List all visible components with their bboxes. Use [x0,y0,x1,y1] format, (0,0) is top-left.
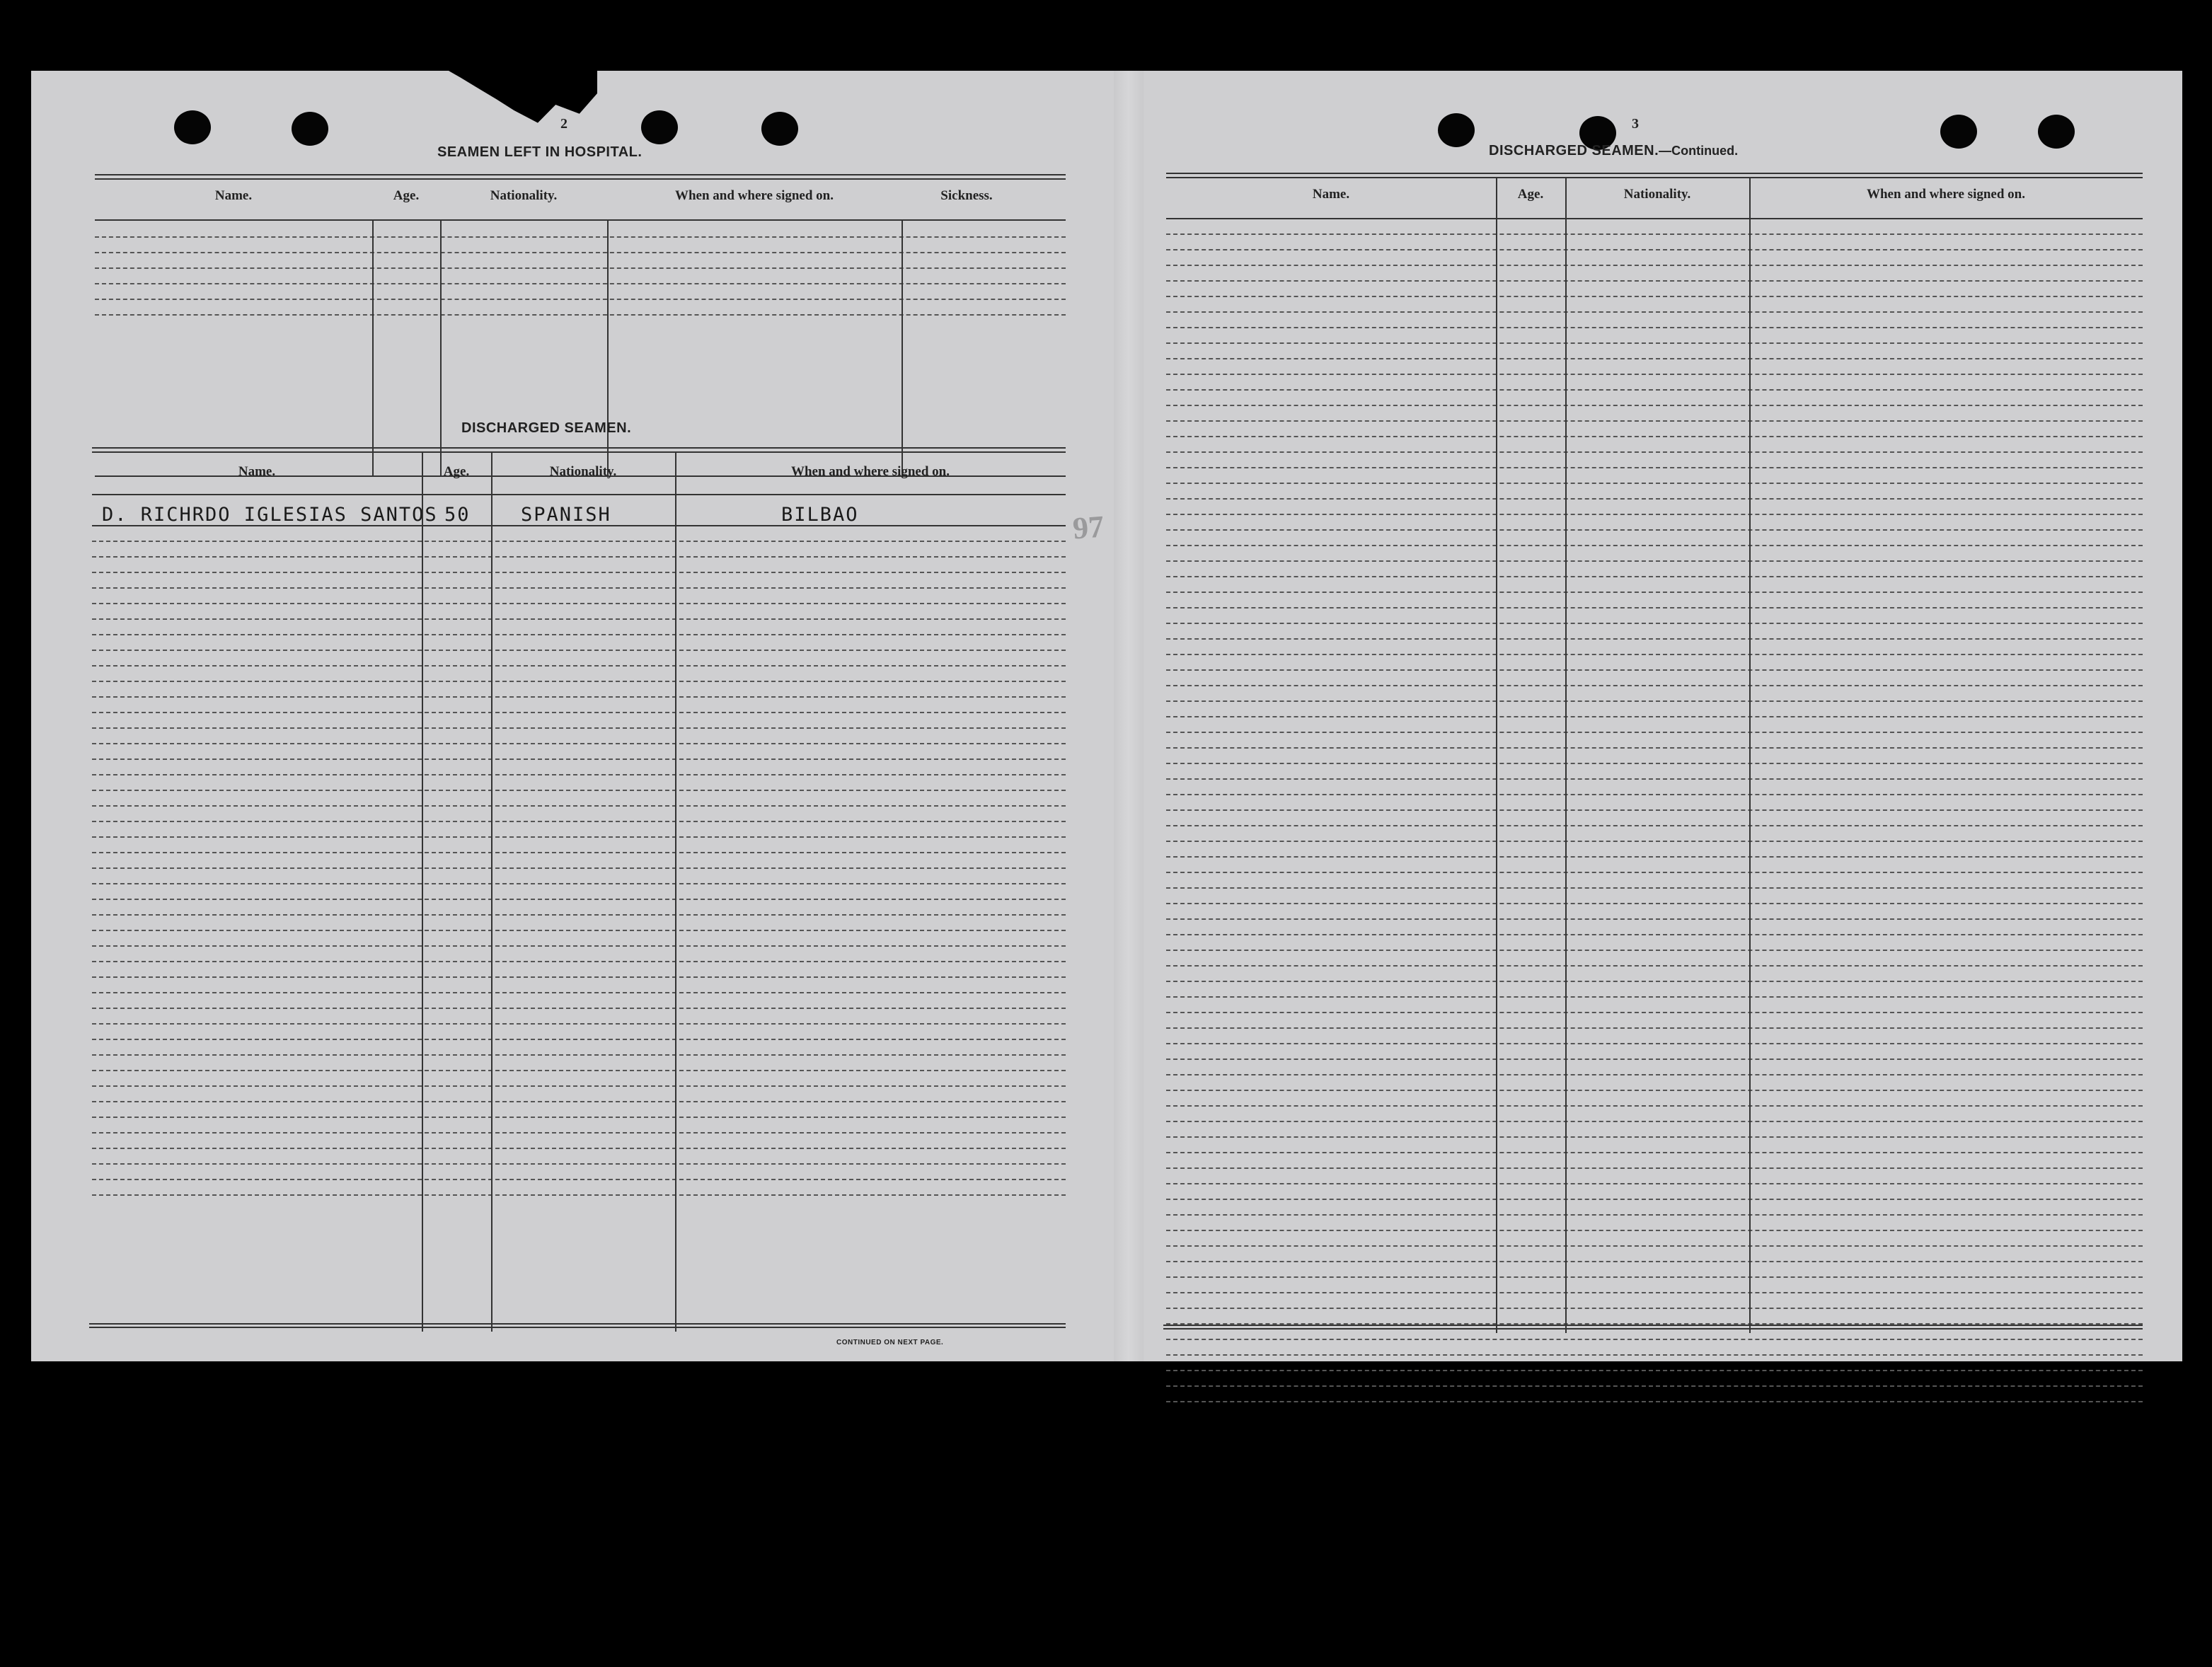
table-row [92,667,1066,682]
table-row [1166,624,2143,640]
col-divider [491,451,492,1332]
table-row [92,791,1066,807]
table-row [1166,282,2143,297]
table-row [95,253,1066,269]
table-row [1166,764,2143,780]
discharged-col-nationality: Nationality. [549,464,617,479]
table-row [1166,328,2143,344]
table-row [92,1009,1066,1025]
table-row [1166,313,2143,328]
rule [92,451,1066,453]
table-row [1166,593,2143,608]
punch-hole [641,110,678,144]
table-row [92,931,1066,947]
table-row [92,1118,1066,1134]
table-row [1166,344,2143,359]
punch-hole [292,112,328,146]
table-row [92,993,1066,1009]
col-divider [1496,177,1497,1333]
table-row [1166,437,2143,453]
margin-stamp: 97 [1071,509,1105,546]
punch-hole [174,110,211,144]
table-row [1166,562,2143,577]
torn-corner [449,71,597,127]
table-row [92,775,1066,791]
table-row [1166,826,2143,842]
table-row [92,1180,1066,1196]
table-row [1166,1371,2143,1387]
punch-hole [1438,113,1475,147]
table-row [92,542,1066,558]
table-row [1166,1278,2143,1293]
table-row [92,1134,1066,1149]
table-row [1166,359,2143,375]
discharged-col-signed-on: When and where signed on. [790,464,950,479]
document-sheet [31,71,2182,1361]
rule [95,219,1066,221]
table-row [1166,1107,2143,1122]
seaman-name: D. RICHRDO IGLESIAS SANTOS [102,504,438,526]
table-row [1166,1200,2143,1216]
table-row [92,978,1066,993]
seaman-nationality: SPANISH [521,504,611,526]
table-row [1166,515,2143,531]
table-row [92,573,1066,589]
table-row [1166,1216,2143,1231]
punch-hole [1940,115,1977,149]
table-row [1166,406,2143,422]
right-col-signed-on: When and where signed on. [1866,187,2025,202]
table-row [1166,967,2143,982]
table-row [1166,904,2143,920]
right-rows [1166,219,2143,1402]
right-col-age: Age. [1517,187,1544,202]
table-row [1166,717,2143,733]
table-row [1166,998,2143,1013]
right-col-name: Name. [1312,187,1350,202]
table-row [1166,1231,2143,1247]
right-title-main: DISCHARGED SEAMEN. [1489,143,1659,158]
table-row [92,651,1066,667]
table-row [1166,1060,2143,1075]
right-title-suffix: —Continued. [1659,144,1739,158]
table-row [92,744,1066,760]
rule [95,174,1066,175]
table-row [92,713,1066,729]
table-row [92,838,1066,853]
continued-note: CONTINUED ON NEXT PAGE. [836,1339,944,1346]
table-row [92,1071,1066,1087]
table-row [1166,889,2143,904]
table-row [95,222,1066,238]
punch-hole [761,112,798,146]
right-section-title [1489,143,1738,159]
table-bottom-rule [89,1323,1066,1328]
table-row [1166,1169,2143,1184]
table-row [1166,375,2143,391]
hospital-rows [95,222,1066,316]
col-divider [901,219,903,475]
table-row [92,604,1066,620]
table-row [1166,811,2143,826]
table-row [1166,686,2143,702]
hospital-col-age: Age. [393,188,420,203]
rule [1166,173,2143,174]
table-row [92,869,1066,884]
table-row [1166,1138,2143,1153]
table-row [1166,655,2143,671]
seaman-signed-on: BILBAO [781,504,859,526]
table-row [1166,297,2143,313]
page-number-left: 2 [560,116,568,132]
table-row [92,807,1066,822]
table-row [1166,873,2143,889]
table-row [92,698,1066,713]
table-row [1166,671,2143,686]
table-row [1166,640,2143,655]
table-row [1166,235,2143,250]
table-row [1166,422,2143,437]
table-row [92,853,1066,869]
col-divider [372,219,374,475]
table-row [92,1040,1066,1056]
table-row [92,822,1066,838]
table-row [1166,1262,2143,1278]
table-row [95,238,1066,253]
table-row [1166,1029,2143,1044]
table-row [1166,780,2143,795]
table-row [92,916,1066,931]
rule [95,178,1066,180]
table-row [92,1087,1066,1102]
center-fold [1114,71,1144,1361]
table-row [92,1149,1066,1165]
table-row [1166,484,2143,500]
table-row [1166,1075,2143,1091]
table-row [1166,1293,2143,1309]
table-row [1166,500,2143,515]
table-row [92,1102,1066,1118]
hospital-col-sickness: Sickness. [940,188,993,203]
col-divider [1565,177,1567,1333]
table-row [1166,1091,2143,1107]
discharged-col-name: Name. [238,464,276,479]
table-row [92,729,1066,744]
table-row [1166,1340,2143,1356]
hospital-col-signed-on: When and where signed on. [674,188,834,203]
table-bottom-rule [1163,1325,2143,1329]
col-divider [607,219,609,475]
table-row [1166,608,2143,624]
table-row [1166,1153,2143,1169]
rule [1166,177,2143,178]
table-row [95,284,1066,300]
table-row [1166,749,2143,764]
col-divider [675,451,676,1332]
table-row [1166,1356,2143,1371]
table-row [1166,1387,2143,1402]
table-row [92,589,1066,604]
table-row [1166,858,2143,873]
table-row [1166,1247,2143,1262]
table-row [1166,391,2143,406]
table-row [1166,733,2143,749]
table-row [1166,795,2143,811]
punch-hole [2038,115,2075,149]
table-row [1166,1013,2143,1029]
table-row [1166,531,2143,546]
hospital-col-name: Name. [214,188,253,203]
table-row [1166,1309,2143,1325]
discharged-col-age: Age. [443,464,470,479]
discharged-section-title: DISCHARGED SEAMEN. [461,420,632,436]
hospital-section-title: SEAMEN LEFT IN HOSPITAL. [437,144,643,160]
table-row [1166,702,2143,717]
table-row [92,947,1066,962]
table-row [95,269,1066,284]
table-row [92,760,1066,775]
table-row [92,635,1066,651]
col-divider [1749,177,1751,1333]
table-row [1166,546,2143,562]
table-row [1166,951,2143,967]
table-row [1166,982,2143,998]
discharged-rows [92,495,1066,1196]
table-row [1166,219,2143,235]
table-row [92,495,1066,526]
table-row [92,1165,1066,1180]
col-divider [422,451,423,1332]
table-row [92,1025,1066,1040]
col-divider [440,219,442,475]
table-row [92,900,1066,916]
table-row [92,682,1066,698]
table-row [1166,266,2143,282]
table-row [1166,935,2143,951]
table-row [1166,1184,2143,1200]
table-row [92,884,1066,900]
table-row [1166,577,2143,593]
table-row [92,962,1066,978]
table-row [95,300,1066,316]
page-number-right: 3 [1632,116,1639,132]
table-row [92,1056,1066,1071]
table-row [1166,453,2143,468]
rule [92,447,1066,449]
table-row [1166,920,2143,935]
table-row [92,526,1066,542]
right-col-nationality: Nationality. [1623,187,1691,202]
table-row [92,620,1066,635]
table-row [92,558,1066,573]
table-row [1166,250,2143,266]
seaman-age: 50 [444,504,471,526]
table-row [1166,1122,2143,1138]
table-row [1166,468,2143,484]
table-row [1166,842,2143,858]
hospital-col-nationality: Nationality. [490,188,558,203]
table-row [1166,1044,2143,1060]
